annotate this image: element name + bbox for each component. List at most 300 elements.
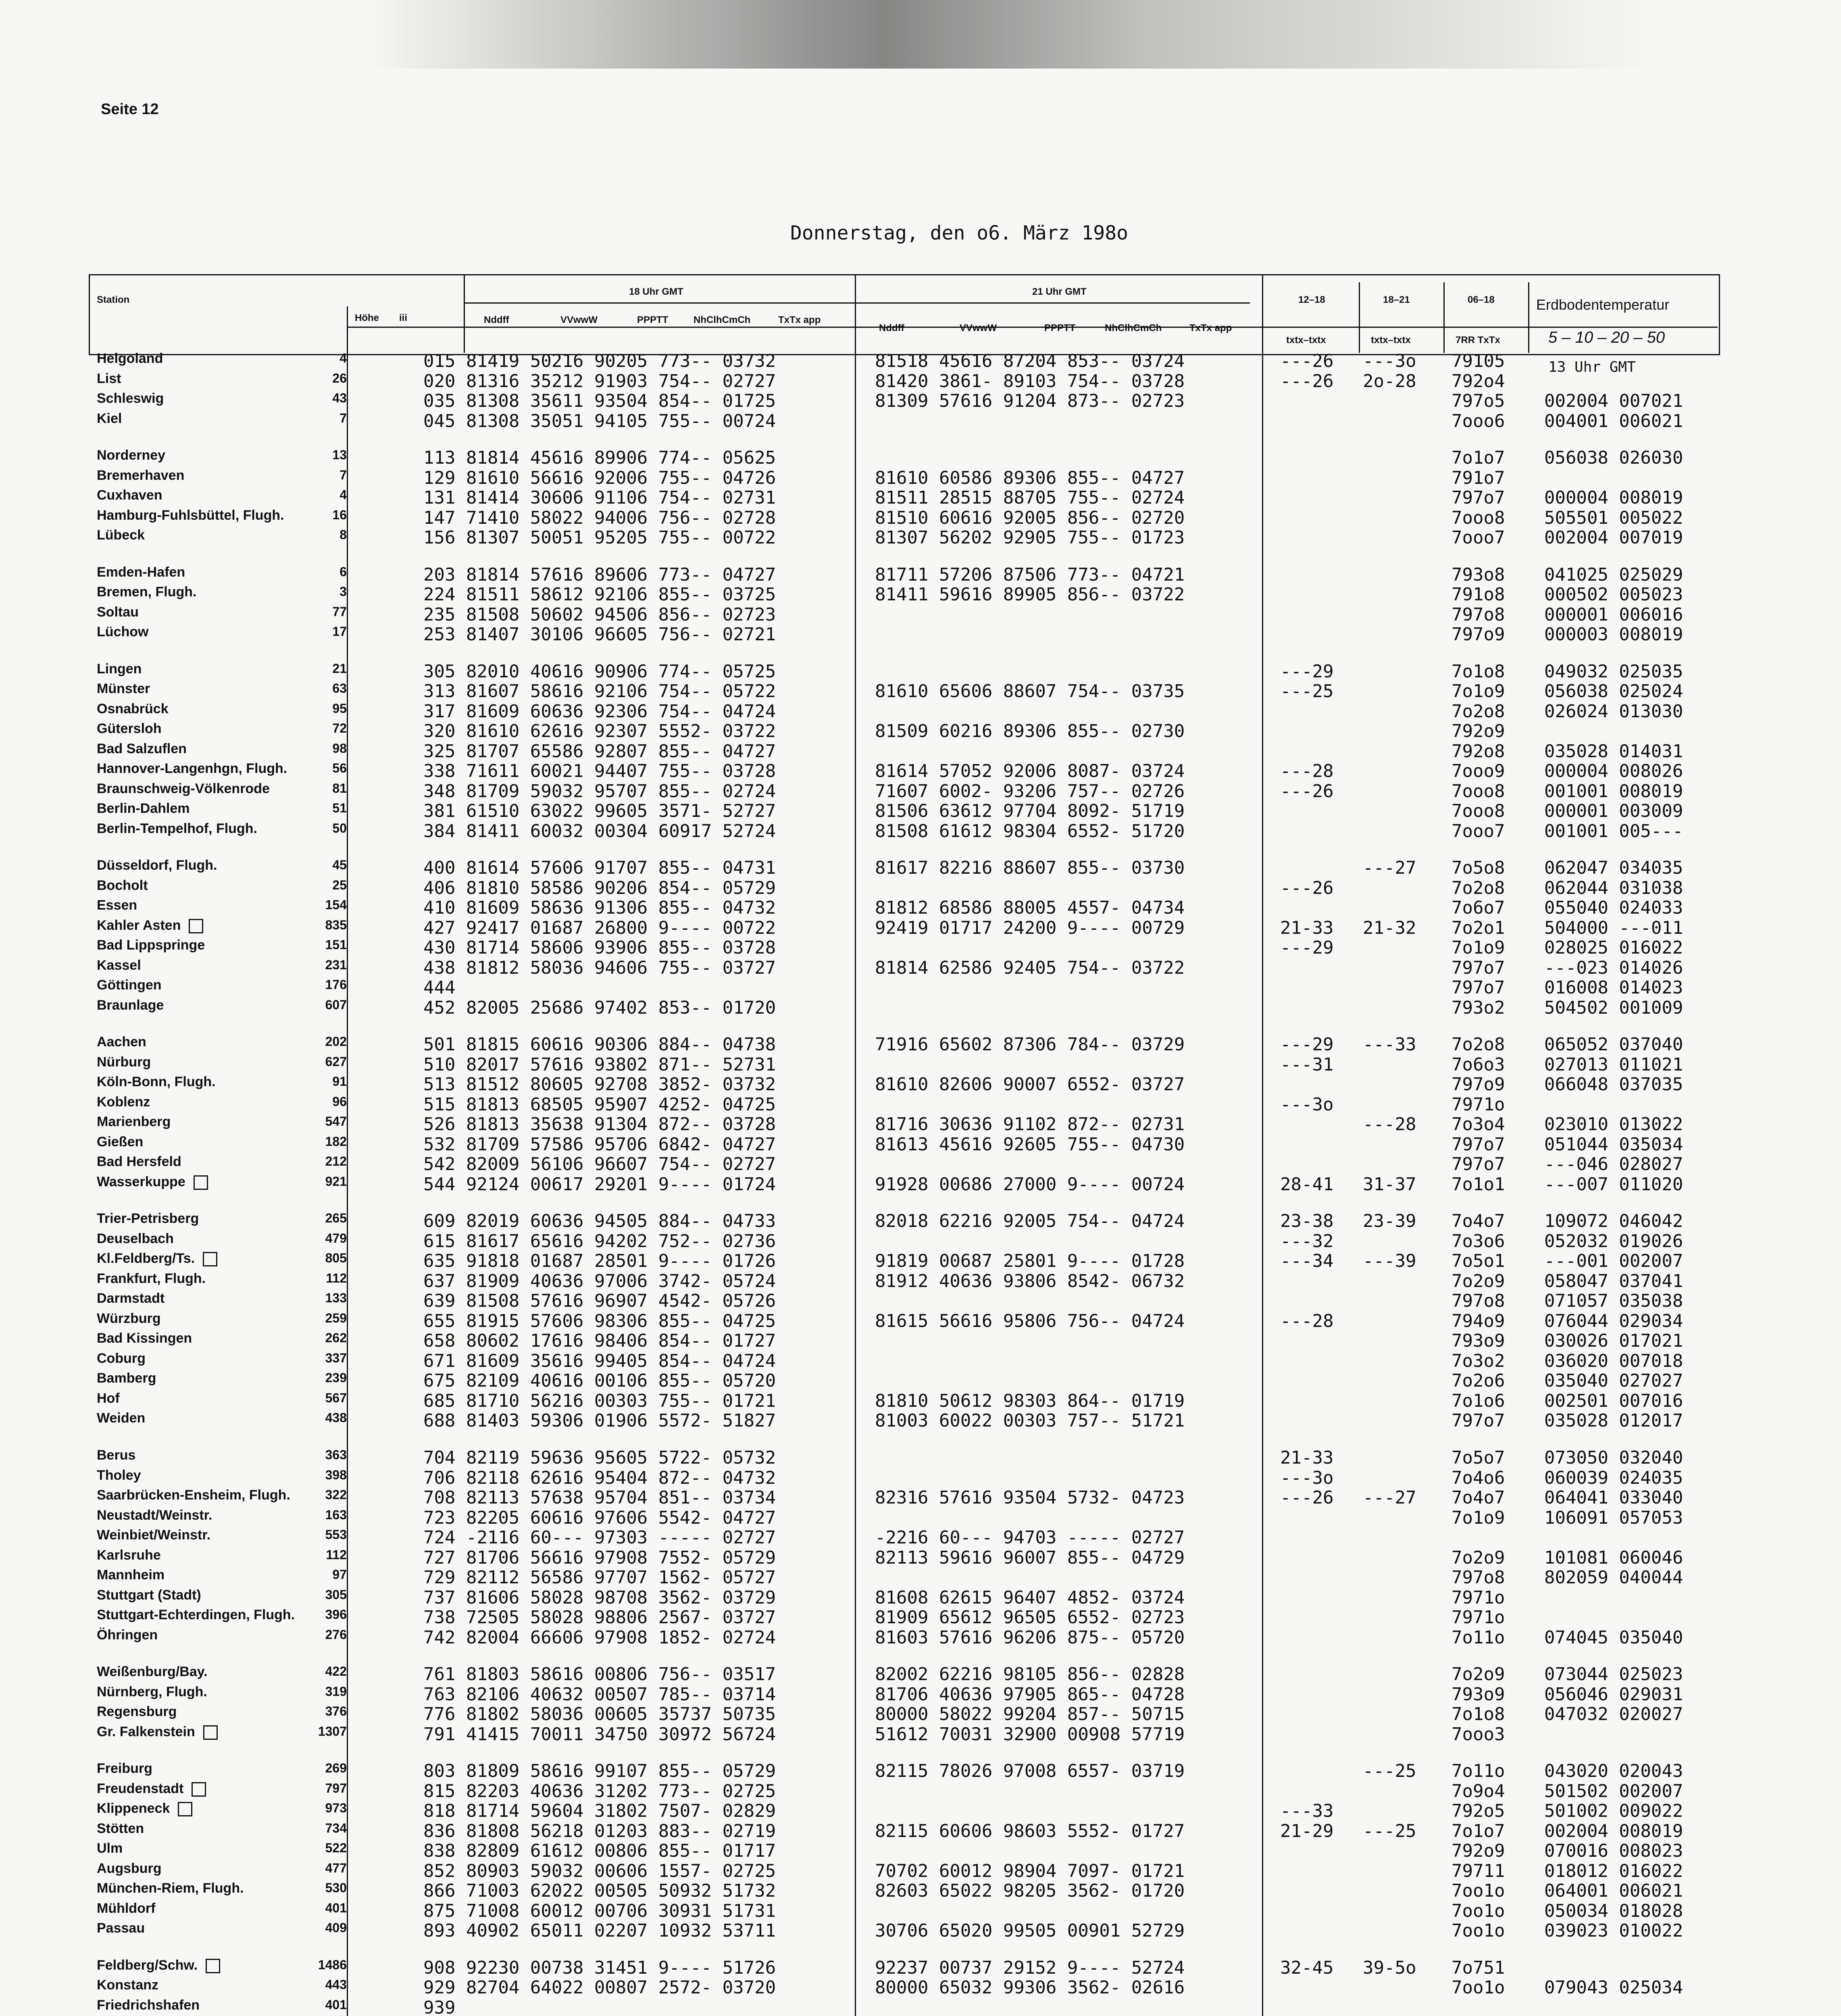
station-name: Regensburg — [97, 1704, 177, 1719]
temp-range-12-18: ---26 — [1280, 351, 1334, 371]
soil-temperature: 056038 026030 — [1544, 448, 1683, 468]
table-row — [0, 391, 1841, 409]
table-row — [0, 858, 1841, 876]
header-divider — [347, 306, 348, 353]
table-row — [0, 918, 1841, 936]
obs-18-gmt: 706 82118 62616 95404 872-- 04732 — [423, 1468, 776, 1488]
group-06-18: 7oo1o — [1452, 1920, 1505, 1941]
temp-range-18-21: ---28 — [1363, 1114, 1416, 1135]
station-elevation: 607 — [325, 998, 347, 1012]
obs-21-gmt: 82115 60606 98603 5552- 01727 — [875, 1821, 1185, 1841]
station-elevation: 1307 — [318, 1724, 347, 1739]
station-name: Bocholt — [97, 878, 148, 893]
table-row — [0, 1684, 1841, 1705]
obs-18-gmt: 875 71008 60012 00706 30931 51731 — [423, 1901, 776, 1921]
obs-21-gmt: 81812 68586 88005 4557- 04734 — [875, 898, 1185, 918]
temp-range-12-18: ---28 — [1280, 761, 1334, 781]
obs-21-gmt: 81810 50612 98303 864-- 01719 — [875, 1391, 1185, 1411]
station-elevation: 45 — [332, 858, 347, 872]
station-elevation: 269 — [325, 1761, 347, 1775]
soil-temperature: ---023 014026 — [1544, 958, 1683, 978]
station-name: Klippeneck — [97, 1801, 192, 1816]
group-06-18: 797o7 — [1452, 487, 1505, 508]
obs-21-gmt: 81615 56616 95806 756-- 04724 — [875, 1311, 1185, 1331]
table-row — [0, 1391, 1841, 1409]
station-name: Nürnberg, Flugh. — [97, 1684, 207, 1699]
soil-temperature: 074045 035040 — [1544, 1627, 1683, 1648]
temp-range-12-18: 32-45 — [1280, 1958, 1334, 1978]
group-06-18: 7ooo9 — [1452, 761, 1505, 781]
station-name: Emden-Hafen — [97, 564, 185, 580]
soil-temperature: ---046 028027 — [1544, 1154, 1683, 1175]
station-elevation: 805 — [325, 1251, 347, 1265]
obs-21-gmt: 81509 60216 89306 855-- 02730 — [875, 721, 1185, 741]
obs-18-gmt: 430 81714 58606 93906 855-- 03728 — [423, 937, 776, 958]
table-row — [0, 721, 1841, 739]
obs-18-gmt: 427 92417 01687 26800 9---- 00722 — [423, 918, 776, 938]
soil-temperature: 002004 008019 — [1544, 1821, 1683, 1841]
station-elevation: 530 — [325, 1881, 347, 1895]
mountain-station-square-icon — [206, 1959, 220, 1973]
obs-18-gmt: 639 81508 57616 96907 4542- 05726 — [423, 1291, 776, 1311]
table-row — [0, 1821, 1841, 1839]
obs-21-gmt: 92237 00737 29152 9---- 52724 — [875, 1958, 1185, 1978]
obs-18-gmt: 325 81707 65586 92807 855-- 04727 — [423, 741, 776, 762]
header-divider — [1528, 282, 1529, 353]
station-name: Bremerhaven — [97, 468, 185, 483]
group-06-18: 792o9 — [1452, 1841, 1505, 1861]
table-row — [0, 1664, 1841, 1685]
station-name: Helgoland — [97, 351, 163, 366]
table-row — [0, 1920, 1841, 1939]
group-06-18: 797o8 — [1452, 1567, 1505, 1588]
temp-range-12-18: ---3o — [1280, 1468, 1334, 1488]
station-name: Münster — [97, 681, 150, 696]
station-name: Bad Lippspringe — [97, 937, 205, 953]
temp-range-18-21: ---25 — [1363, 1761, 1416, 1781]
station-elevation: 91 — [332, 1074, 347, 1089]
obs-21-gmt: 82115 78026 97008 6557- 03719 — [875, 1761, 1185, 1781]
obs-21-gmt: 80000 58022 99204 857-- 50715 — [875, 1704, 1185, 1724]
group-06-18: 7o1o9 — [1452, 681, 1505, 702]
temp-range-12-18: ---26 — [1280, 1487, 1334, 1508]
station-elevation: 319 — [325, 1684, 347, 1699]
group-06-18: 7971o — [1452, 1094, 1505, 1115]
station-elevation: 16 — [332, 508, 347, 522]
obs-18-gmt: 320 81610 62616 92307 5552- 03722 — [423, 721, 776, 741]
soil-temperature: 073044 025023 — [1544, 1664, 1683, 1685]
temp-range-18-21: 23-39 — [1363, 1211, 1416, 1231]
table-row — [0, 1567, 1841, 1588]
obs-18-gmt: 348 81709 59032 95707 855-- 02724 — [423, 781, 776, 802]
group-06-18: 7971o — [1452, 1587, 1505, 1608]
obs-18-gmt: 685 81710 56216 00303 755-- 01721 — [423, 1391, 776, 1411]
temp-range-12-18: ---29 — [1280, 1034, 1334, 1055]
table-row — [0, 604, 1841, 623]
group-06-18: 791o8 — [1452, 584, 1505, 605]
table-row — [0, 1761, 1841, 1779]
obs-18-gmt: 836 81808 56218 01203 883-- 02719 — [423, 1821, 776, 1841]
station-elevation: 322 — [325, 1487, 347, 1502]
obs-18-gmt: 729 82112 56586 97707 1562- 05727 — [423, 1567, 776, 1588]
soil-temperature: 076044 029034 — [1544, 1311, 1683, 1331]
obs-18-gmt: 742 82004 66606 97908 1852- 02724 — [423, 1627, 776, 1648]
group-06-18: 7o2o8 — [1452, 1034, 1505, 1055]
table-row — [0, 1841, 1841, 1859]
obs-18-gmt: 615 81617 65616 94202 752-- 02736 — [423, 1231, 776, 1252]
station-elevation: 21 — [332, 661, 347, 676]
obs-18-gmt: 156 81307 50051 95205 755-- 00722 — [423, 527, 776, 548]
station-name: Lübeck — [97, 527, 145, 543]
soil-temperature: 002004 007019 — [1544, 527, 1683, 548]
table-row — [0, 351, 1841, 369]
station-elevation: 6 — [339, 564, 347, 579]
soil-temperature: 001001 005--- — [1544, 821, 1683, 841]
group-06-18: 7971o — [1452, 1607, 1505, 1628]
date-line: Donnerstag, den o6. März 198o — [790, 222, 1129, 244]
temp-range-18-21: ---27 — [1363, 1487, 1416, 1508]
obs-18-gmt: 438 81812 58036 94606 755-- 03727 — [423, 958, 776, 978]
station-name: Braunlage — [97, 998, 164, 1013]
table-row — [0, 1901, 1841, 1919]
group-06-18: 7o5o1 — [1452, 1251, 1505, 1271]
obs-18-gmt: 224 81511 58612 92106 855-- 03725 — [423, 584, 776, 605]
obs-21-gmt: 82603 65022 98205 3562- 01720 — [875, 1881, 1185, 1901]
obs-21-gmt: 82002 62216 98105 856-- 02828 — [875, 1664, 1185, 1685]
station-name: Passau — [97, 1920, 145, 1936]
header-21-ppptt: PPPTT — [1044, 323, 1076, 333]
station-elevation: 112 — [326, 1271, 347, 1285]
group-06-18: 7o3o4 — [1452, 1114, 1505, 1135]
table-row — [0, 761, 1841, 779]
soil-temperature: 504000 ---011 — [1544, 918, 1683, 938]
station-elevation: 479 — [325, 1231, 347, 1245]
header-divider — [1262, 274, 1263, 353]
station-name: Mannheim — [97, 1567, 165, 1583]
table-row — [0, 1251, 1841, 1269]
station-elevation: 163 — [325, 1508, 347, 1522]
obs-18-gmt: 305 82010 40616 90906 774-- 05725 — [423, 661, 776, 682]
station-elevation: 98 — [332, 741, 347, 756]
header-18-nddff: Nddff — [484, 314, 509, 325]
obs-18-gmt: 675 82109 40616 00106 855-- 05720 — [423, 1370, 776, 1391]
temp-range-12-18: 21-29 — [1280, 1821, 1334, 1841]
obs-21-gmt: 91819 00687 25801 9---- 01728 — [875, 1251, 1185, 1271]
station-elevation: 231 — [325, 958, 347, 972]
station-name: Trier-Petrisberg — [97, 1211, 199, 1226]
obs-18-gmt: 452 82005 25686 97402 853-- 01720 — [423, 998, 776, 1018]
soil-temperature: 035040 027027 — [1544, 1370, 1683, 1391]
station-name: Tholey — [97, 1468, 141, 1483]
temp-range-18-21: ---3o — [1363, 351, 1416, 371]
header-18-ppptt: PPPTT — [637, 314, 669, 325]
group-06-18: 792o9 — [1452, 721, 1505, 741]
header-divider — [1359, 282, 1360, 353]
obs-18-gmt: 688 81403 59306 01906 5572- 51827 — [423, 1410, 776, 1431]
soil-temperature: 062044 031038 — [1544, 878, 1683, 898]
station-elevation: 50 — [332, 821, 347, 835]
soil-temperature: 018012 016022 — [1544, 1861, 1683, 1881]
header-range-06-18: 06–18 — [1468, 294, 1495, 305]
table-row — [0, 1977, 1841, 1998]
station-elevation: 212 — [325, 1154, 347, 1168]
station-name: Ulm — [97, 1841, 123, 1856]
obs-18-gmt: 655 81915 57606 98306 855-- 04725 — [423, 1311, 776, 1331]
header-range-18-21: 18–21 — [1383, 294, 1410, 305]
station-elevation: 921 — [325, 1174, 347, 1189]
group-06-18: 7oo1o — [1452, 1977, 1505, 1998]
station-elevation: 438 — [325, 1410, 347, 1425]
soil-temperature: 501502 002007 — [1544, 1781, 1683, 1801]
obs-21-gmt: 81309 57616 91204 873-- 02723 — [875, 391, 1185, 411]
obs-18-gmt: 515 81813 68505 95907 4252- 04725 — [423, 1094, 776, 1115]
obs-21-gmt: 81307 56202 92905 755-- 01723 — [875, 527, 1185, 548]
table-row — [0, 821, 1841, 839]
station-elevation: 305 — [325, 1587, 347, 1602]
soil-temperature: 073050 032040 — [1544, 1447, 1683, 1468]
soil-temperature: 060039 024035 — [1544, 1468, 1683, 1488]
station-name: Soltau — [97, 604, 139, 620]
station-name: Saarbrücken-Ensheim, Flugh. — [97, 1487, 290, 1503]
station-elevation: 17 — [332, 624, 347, 639]
temp-range-12-18: ---29 — [1280, 937, 1334, 958]
station-name: Cuxhaven — [97, 487, 162, 503]
station-elevation: 4 — [339, 487, 347, 502]
obs-18-gmt: 763 82106 40632 00507 785-- 03714 — [423, 1684, 776, 1705]
group-06-18: 797o7 — [1452, 1410, 1505, 1431]
obs-18-gmt: 317 81609 60636 92306 754-- 04724 — [423, 701, 776, 722]
group-06-18: 7o5o8 — [1452, 858, 1505, 878]
table-row — [0, 1801, 1841, 1819]
obs-18-gmt: 131 81414 30606 91106 754-- 02731 — [423, 487, 776, 508]
station-name: Deuselbach — [97, 1231, 174, 1246]
obs-21-gmt: 51612 70031 32900 00908 57719 — [875, 1724, 1185, 1745]
station-name: Göttingen — [97, 977, 162, 993]
header-divider — [1443, 282, 1445, 353]
soil-temperature: 052032 019026 — [1544, 1231, 1683, 1252]
obs-18-gmt: 544 92124 00617 29201 9---- 01724 — [423, 1174, 776, 1195]
station-elevation: 133 — [325, 1291, 347, 1305]
soil-temperature: 002501 007016 — [1544, 1391, 1683, 1411]
obs-18-gmt: 658 80602 17616 98406 854-- 01727 — [423, 1331, 776, 1351]
station-name: Koblenz — [97, 1094, 150, 1110]
table-row — [0, 781, 1841, 802]
soil-temperature: 064001 006021 — [1544, 1881, 1683, 1901]
soil-temperature: 802059 040044 — [1544, 1567, 1683, 1588]
temp-range-12-18: 23-38 — [1280, 1211, 1334, 1231]
group-06-18: 791o7 — [1452, 468, 1505, 488]
obs-21-gmt: 82113 59616 96007 855-- 04729 — [875, 1547, 1185, 1568]
station-name: Kahler Asten — [97, 918, 203, 933]
table-row — [0, 661, 1841, 682]
obs-18-gmt: 313 81607 58616 92106 754-- 05722 — [423, 681, 776, 702]
obs-18-gmt: 727 81706 56616 97908 7552- 05729 — [423, 1547, 776, 1568]
soil-temperature: 505501 005022 — [1544, 508, 1683, 528]
header-divider — [464, 274, 465, 353]
group-06-18: 7o9o4 — [1452, 1781, 1505, 1801]
obs-18-gmt: 513 81512 80605 92708 3852- 03732 — [423, 1074, 776, 1095]
station-elevation: 26 — [332, 371, 347, 385]
header-station: Station — [97, 294, 130, 305]
obs-18-gmt: 671 81609 35616 99405 854-- 04724 — [423, 1351, 776, 1371]
station-elevation: 262 — [325, 1331, 347, 1345]
obs-21-gmt: 81912 40636 93806 8542- 06732 — [875, 1271, 1185, 1291]
obs-18-gmt: 444 — [423, 977, 456, 998]
group-06-18: 7o2o8 — [1452, 878, 1505, 898]
table-row — [0, 1154, 1841, 1175]
header-21-clouds: NhClhCmCh — [1105, 323, 1162, 333]
table-row — [0, 1074, 1841, 1095]
soil-temperature: 079043 025034 — [1544, 1977, 1683, 1998]
station-name: Berlin-Tempelhof, Flugh. — [97, 821, 257, 836]
table-row — [0, 508, 1841, 526]
station-name: Bad Salzuflen — [97, 741, 187, 756]
station-name: Gütersloh — [97, 721, 162, 736]
obs-21-gmt: 82316 57616 93504 5732- 04723 — [875, 1487, 1185, 1508]
header-21-gmt: 21 Uhr GMT — [1032, 286, 1087, 297]
obs-18-gmt: 635 91818 01687 28501 9---- 01726 — [423, 1251, 776, 1271]
temp-range-12-18: ---26 — [1280, 878, 1334, 898]
soil-temperature: 101081 060046 — [1544, 1547, 1683, 1568]
group-06-18: 797o7 — [1452, 1154, 1505, 1175]
obs-18-gmt: 203 81814 57616 89606 773-- 04727 — [423, 564, 776, 585]
station-elevation: 4 — [339, 351, 347, 365]
obs-18-gmt: 015 81419 50216 90205 773-- 03732 — [423, 351, 776, 371]
mountain-station-square-icon — [178, 1802, 192, 1816]
group-06-18: 7o6o7 — [1452, 898, 1505, 918]
group-06-18: 792o4 — [1452, 371, 1505, 392]
station-name: Darmstadt — [97, 1291, 165, 1306]
obs-21-gmt: 82018 62216 92005 754-- 04724 — [875, 1211, 1185, 1231]
station-elevation: 77 — [332, 604, 347, 619]
group-06-18: 7o11o — [1452, 1761, 1505, 1781]
station-name: Öhringen — [97, 1627, 158, 1643]
soil-temperature: 071057 035038 — [1544, 1291, 1683, 1311]
obs-18-gmt: 866 71003 62022 00505 50932 51732 — [423, 1881, 776, 1901]
station-name: Marienberg — [97, 1114, 171, 1129]
header-iii: iii — [399, 312, 408, 323]
header-rule — [347, 327, 1718, 328]
table-row — [0, 1311, 1841, 1329]
station-name: Augsburg — [97, 1861, 162, 1876]
soil-temperature: 036020 007018 — [1544, 1351, 1683, 1371]
table-row — [0, 1468, 1841, 1486]
temp-range-12-18: ---25 — [1280, 681, 1334, 702]
station-elevation: 154 — [325, 898, 347, 912]
soil-temperature: 030026 017021 — [1544, 1331, 1683, 1351]
station-elevation: 337 — [325, 1351, 347, 1365]
group-06-18: 797o7 — [1452, 1134, 1505, 1155]
station-elevation: 477 — [325, 1861, 347, 1875]
table-row — [0, 958, 1841, 976]
table-row — [0, 1781, 1841, 1799]
station-elevation: 7 — [339, 468, 347, 482]
soil-temperature: 028025 016022 — [1544, 937, 1683, 958]
obs-18-gmt: 838 82809 61612 00806 855-- 01717 — [423, 1841, 776, 1861]
obs-21-gmt: 81411 59616 89905 856-- 03722 — [875, 584, 1185, 605]
group-06-18: 7o2o9 — [1452, 1271, 1505, 1291]
station-elevation: 112 — [326, 1547, 347, 1562]
temp-range-18-21: 39-5o — [1363, 1958, 1416, 1978]
obs-21-gmt: 81003 60022 00303 757-- 51721 — [875, 1410, 1185, 1431]
obs-21-gmt: 92419 01717 24200 9---- 00729 — [875, 918, 1185, 938]
obs-18-gmt: 384 81411 60032 00304 60917 52724 — [423, 821, 776, 841]
station-name: Würzburg — [97, 1311, 161, 1326]
group-06-18: 7oo1o — [1452, 1901, 1505, 1921]
group-06-18: 79711 — [1452, 1861, 1505, 1881]
obs-18-gmt: 723 82205 60616 97606 5542- 04727 — [423, 1508, 776, 1528]
obs-21-gmt: 30706 65020 99505 00901 52729 — [875, 1920, 1185, 1941]
station-elevation: 202 — [325, 1034, 347, 1049]
obs-21-gmt: 81706 40636 97905 865-- 04728 — [875, 1684, 1185, 1705]
group-06-18: 7o4o7 — [1452, 1487, 1505, 1508]
table-row — [0, 468, 1841, 486]
soil-temperature: 050034 018028 — [1544, 1901, 1683, 1921]
station-elevation: 176 — [325, 977, 347, 992]
group-06-18: 794o9 — [1452, 1311, 1505, 1331]
obs-18-gmt: 526 81813 35638 91304 872-- 03728 — [423, 1114, 776, 1135]
soil-temperature: 504502 001009 — [1544, 998, 1683, 1018]
temp-range-12-18: ---26 — [1280, 371, 1334, 392]
station-name: Kiel — [97, 411, 122, 426]
station-elevation: 25 — [332, 878, 347, 892]
group-06-18: 7o1o8 — [1452, 661, 1505, 682]
station-elevation: 97 — [332, 1567, 347, 1582]
table-row — [0, 1094, 1841, 1115]
table-row — [0, 977, 1841, 996]
station-name: Aachen — [97, 1034, 146, 1050]
group-06-18: 7o1o9 — [1452, 937, 1505, 958]
temp-range-12-18: ---28 — [1280, 1311, 1334, 1331]
group-06-18: 7ooo8 — [1452, 508, 1505, 528]
station-elevation: 239 — [325, 1370, 347, 1385]
group-06-18: 793o9 — [1452, 1331, 1505, 1351]
table-row — [0, 681, 1841, 702]
table-row — [0, 1587, 1841, 1606]
obs-18-gmt: 893 40902 65011 02207 10932 53711 — [423, 1920, 776, 1941]
temp-range-12-18: ---33 — [1280, 1801, 1334, 1821]
station-elevation: 567 — [325, 1391, 347, 1405]
group-06-18: 7o1o9 — [1452, 1508, 1505, 1528]
group-06-18: 7o2o1 — [1452, 918, 1505, 938]
obs-21-gmt: 71607 6002- 93206 757-- 02726 — [875, 781, 1185, 802]
header-range-12-18: 12–18 — [1298, 294, 1325, 305]
header-18-vvwww: VVwwW — [560, 314, 598, 325]
group-06-18: 797o7 — [1452, 977, 1505, 998]
table-row — [0, 1704, 1841, 1722]
station-elevation: 398 — [325, 1468, 347, 1482]
station-name: Schleswig — [97, 391, 164, 406]
soil-temperature: 000004 008019 — [1544, 487, 1683, 508]
soil-temperature: 056038 025024 — [1544, 681, 1683, 702]
station-elevation: 56 — [332, 761, 347, 775]
temp-range-18-21: 21-32 — [1363, 918, 1416, 938]
group-06-18: 793o8 — [1452, 564, 1505, 585]
station-name: Hannover-Langenhgn, Flugh. — [97, 761, 287, 776]
obs-18-gmt: 939 — [423, 1997, 456, 2016]
group-06-18: 797o9 — [1452, 1074, 1505, 1095]
table-row — [0, 1271, 1841, 1289]
station-elevation: 835 — [325, 918, 347, 932]
obs-18-gmt: 815 82203 40636 31202 773-- 02725 — [423, 1781, 776, 1801]
temp-range-12-18: 21-33 — [1280, 1447, 1334, 1468]
mountain-station-square-icon — [194, 1175, 208, 1190]
obs-18-gmt: 852 80903 59032 00606 1557- 02725 — [423, 1861, 776, 1881]
table-row — [0, 1958, 1841, 1976]
temp-range-12-18: ---34 — [1280, 1251, 1334, 1271]
table-row — [0, 1054, 1841, 1073]
table-row — [0, 1527, 1841, 1548]
